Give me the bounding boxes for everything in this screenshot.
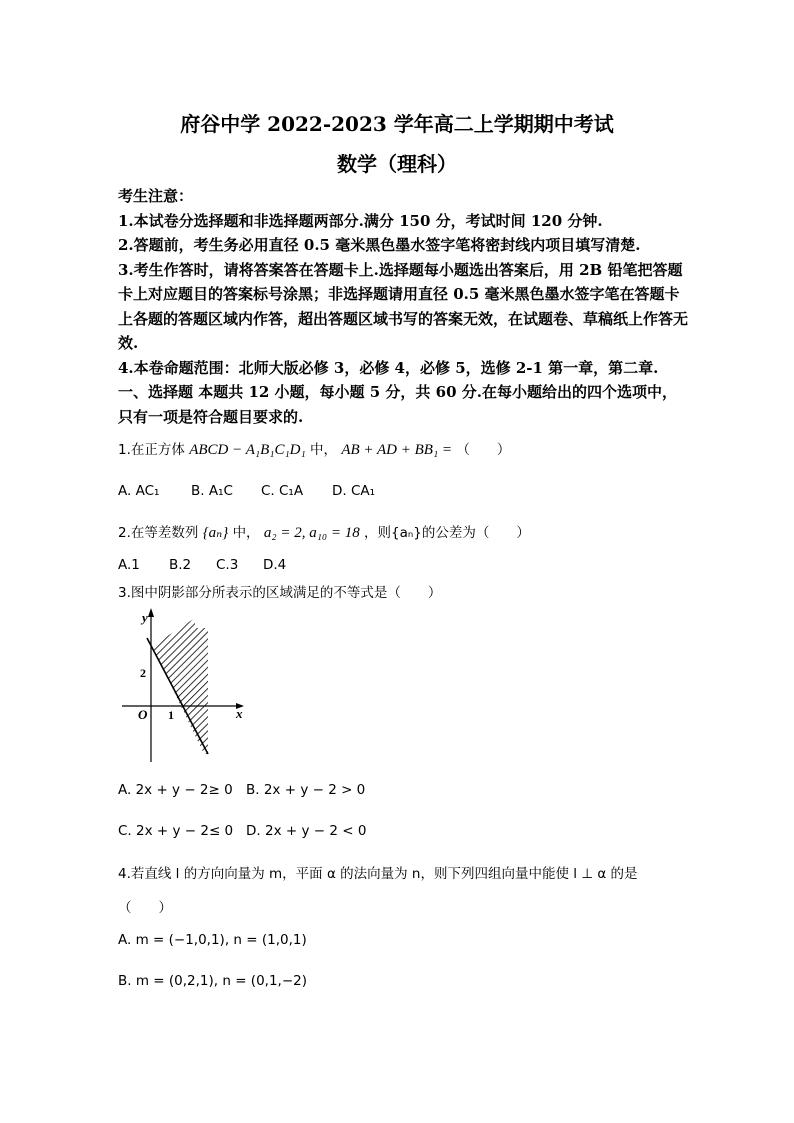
q3-option-c: C. 2x + y − 2≤ 0 (118, 823, 234, 839)
q2-math: {aₙ} (202, 525, 229, 541)
q3-option-b: B. 2x + y − 2 > 0 (246, 782, 366, 798)
notes-heading: 考生注意： (118, 187, 194, 205)
q3-option-d: D. 2x + y − 2 < 0 (246, 823, 367, 839)
note-item-2: 2.答题前，考生务必用直径 0.5 毫米黑色墨水签字笔将密封线内项目填写清楚. (118, 236, 641, 254)
q3-option-a: A. 2x + y − 2≥ 0 (118, 782, 233, 798)
q1-expr: AB + AD + BB₁ = (341, 442, 453, 458)
note-item-1: 1.本试卷分选择题和非选择题两部分.满分 150 分，考试时间 120 分钟. (118, 211, 603, 230)
question-3: 3.图中阴影部分所表示的区域满足的不等式是（ ） (118, 585, 442, 601)
q2-suffix: ，则{aₙ}的公差为（ ） (364, 525, 530, 541)
q3-figure (120, 606, 260, 762)
y-axis-arrow (148, 608, 154, 617)
q2-mid: 中， (232, 525, 260, 541)
exam-title: 府谷中学 2022-2023 学年高二上学期期中考试 (180, 112, 614, 136)
q2-prefix: 2.在等差数列 (118, 525, 199, 541)
q1-math: ABCD − A₁B₁C₁D₁ (189, 442, 306, 458)
x-tick-label: 1 (168, 708, 174, 722)
q2-option-c: C.3 (216, 557, 239, 573)
q2-option-b: B.2 (169, 557, 192, 573)
note-item-4: 4.本卷命题范围：北师大版必修 3，必修 4，必修 5，选修 2-1 第一章，第二章. (118, 358, 659, 377)
y-axis-label: y (142, 610, 148, 625)
question-1 (118, 440, 510, 460)
q2-option-d: D.4 (263, 557, 287, 573)
q1-prefix: 1.在正方体 (118, 442, 185, 458)
question-4: 4.若直线 l 的方向向量为 m，平面 α 的法向量为 n，则下列四组向量中能使 l ⊥ α 的是 (118, 866, 638, 882)
x-axis-label: x (236, 706, 243, 721)
q1-option-d: D. CA₁ (332, 483, 376, 499)
q4-option-b: B. m = (0,2,1), n = (0,1,−2) (118, 973, 307, 989)
exam-notes (118, 184, 688, 429)
q1-mid: 中， (310, 442, 338, 458)
question-2 (118, 523, 530, 543)
q1-option-b: B. A₁C (191, 483, 233, 499)
shaded-region (152, 618, 208, 754)
section-heading: 一、选择题 本题共 12 小题，每小题 5 分，共 60 分.在每小题给出的四个选项中，只有一项是符合题目要求的. (118, 383, 677, 426)
y-tick-label: 2 (140, 666, 146, 680)
q1-option-c: C. C₁A (261, 483, 304, 499)
q4-option-a: A. m = (−1,0,1), n = (1,0,1) (118, 932, 307, 948)
q2-expr: a₂ = 2, a₁₀ = 18 (263, 525, 360, 541)
q1-suffix: （ ） (456, 442, 511, 458)
note-item-3: 3.考生作答时，请将答案答在答题卡上.选择题每小题选出答案后，用 2B 铅笔把答题卡上对应题目的答案标号涂黑；非选择题请用直径 0.5 毫米黑色墨水签字笔在答题卡上各题的答题区域内作答，超出答题区域书写的答案无效，在试题卷、草稿纸上作答无效. (118, 260, 689, 352)
origin-label: O (138, 707, 148, 722)
q4-answer-paren: （ ） (118, 900, 172, 916)
q1-option-a: A. AC₁ (118, 483, 160, 499)
q2-option-a: A.1 (118, 557, 140, 573)
exam-subtitle: 数学（理科） (337, 152, 457, 176)
